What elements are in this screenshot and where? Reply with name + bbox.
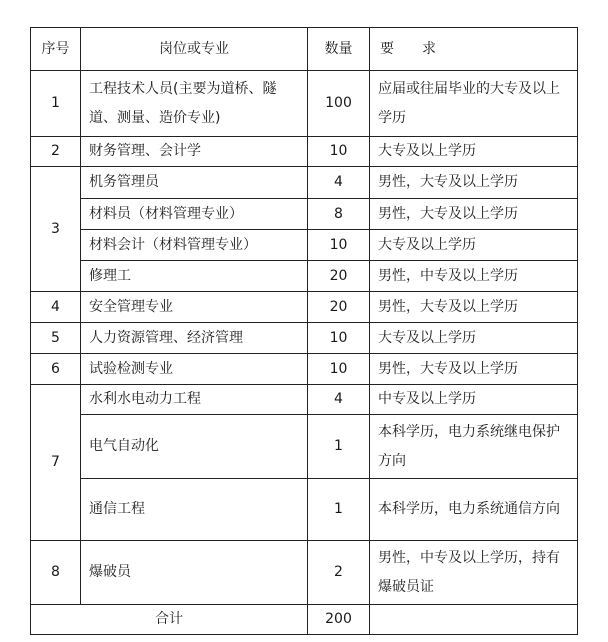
row-seq: 4 [31,292,81,323]
row-quantity: 1 [308,479,370,541]
header-seq: 序号 [31,28,81,71]
total-row [31,605,578,635]
header-requirement: 要 求 [370,28,578,71]
row-quantity: 4 [308,385,370,415]
row-seq: 2 [31,137,81,167]
row-quantity: 2 [308,541,370,605]
row-position: 电气自动化 [81,415,308,479]
table-row [31,479,578,541]
header-position: 岗位或专业 [81,28,308,71]
row-seq: 1 [31,71,81,137]
row-requirement: 男性，大专及以上学历 [370,354,578,385]
row-quantity: 20 [308,261,370,292]
table-row [31,385,578,415]
row-seq: 8 [31,541,81,605]
row-position: 材料会计（材料管理专业） [81,230,308,261]
table-row [31,541,578,605]
table-row [31,137,578,167]
row-quantity: 10 [308,137,370,167]
row-requirement: 大专及以上学历 [370,323,578,354]
row-requirement: 应届或往届毕业的大专及以上学历 [370,71,578,137]
row-quantity: 20 [308,292,370,323]
row-position: 试验检测专业 [81,354,308,385]
table-header-row [31,28,578,71]
total-label: 合计 [31,605,308,635]
table-row [31,167,578,199]
row-quantity: 1 [308,415,370,479]
row-position: 材料员（材料管理专业） [81,199,308,230]
row-requirement: 男性，中专及以上学历 [370,261,578,292]
row-position: 工程技术人员(主要为道桥、隧道、测量、造价专业) [81,71,308,137]
row-requirement: 本科学历，电力系统通信方向 [370,479,578,541]
header-quantity: 数量 [308,28,370,71]
row-requirement: 中专及以上学历 [370,385,578,415]
row-position: 财务管理、会计学 [81,137,308,167]
row-requirement: 男性，大专及以上学历 [370,292,578,323]
row-requirement: 男性，大专及以上学历 [370,199,578,230]
row-seq: 6 [31,354,81,385]
row-position: 爆破员 [81,541,308,605]
table-row [31,261,578,292]
total-blank-cell [370,605,578,635]
row-position: 水利水电动力工程 [81,385,308,415]
row-requirement: 本科学历，电力系统继电保护方向 [370,415,578,479]
row-requirement: 大专及以上学历 [370,137,578,167]
table-row [31,354,578,385]
row-seq: 5 [31,323,81,354]
total-quantity: 200 [308,605,370,635]
row-position: 通信工程 [81,479,308,541]
row-quantity: 10 [308,230,370,261]
table-row [31,230,578,261]
row-quantity: 10 [308,354,370,385]
row-position: 人力资源管理、经济管理 [81,323,308,354]
row-quantity: 100 [308,71,370,137]
row-quantity: 4 [308,167,370,199]
table-row [31,323,578,354]
row-position: 机务管理员 [81,167,308,199]
row-seq: 3 [31,167,81,292]
table-row [31,71,578,137]
row-requirement: 男性，中专及以上学历，持有爆破员证 [370,541,578,605]
table-row [31,415,578,479]
row-requirement: 大专及以上学历 [370,230,578,261]
table-row [31,292,578,323]
row-position: 修理工 [81,261,308,292]
row-seq: 7 [31,385,81,541]
row-position: 安全管理专业 [81,292,308,323]
row-requirement: 男性，大专及以上学历 [370,167,578,199]
row-quantity: 10 [308,323,370,354]
recruitment-table [30,27,578,635]
table-row [31,199,578,230]
row-quantity: 8 [308,199,370,230]
